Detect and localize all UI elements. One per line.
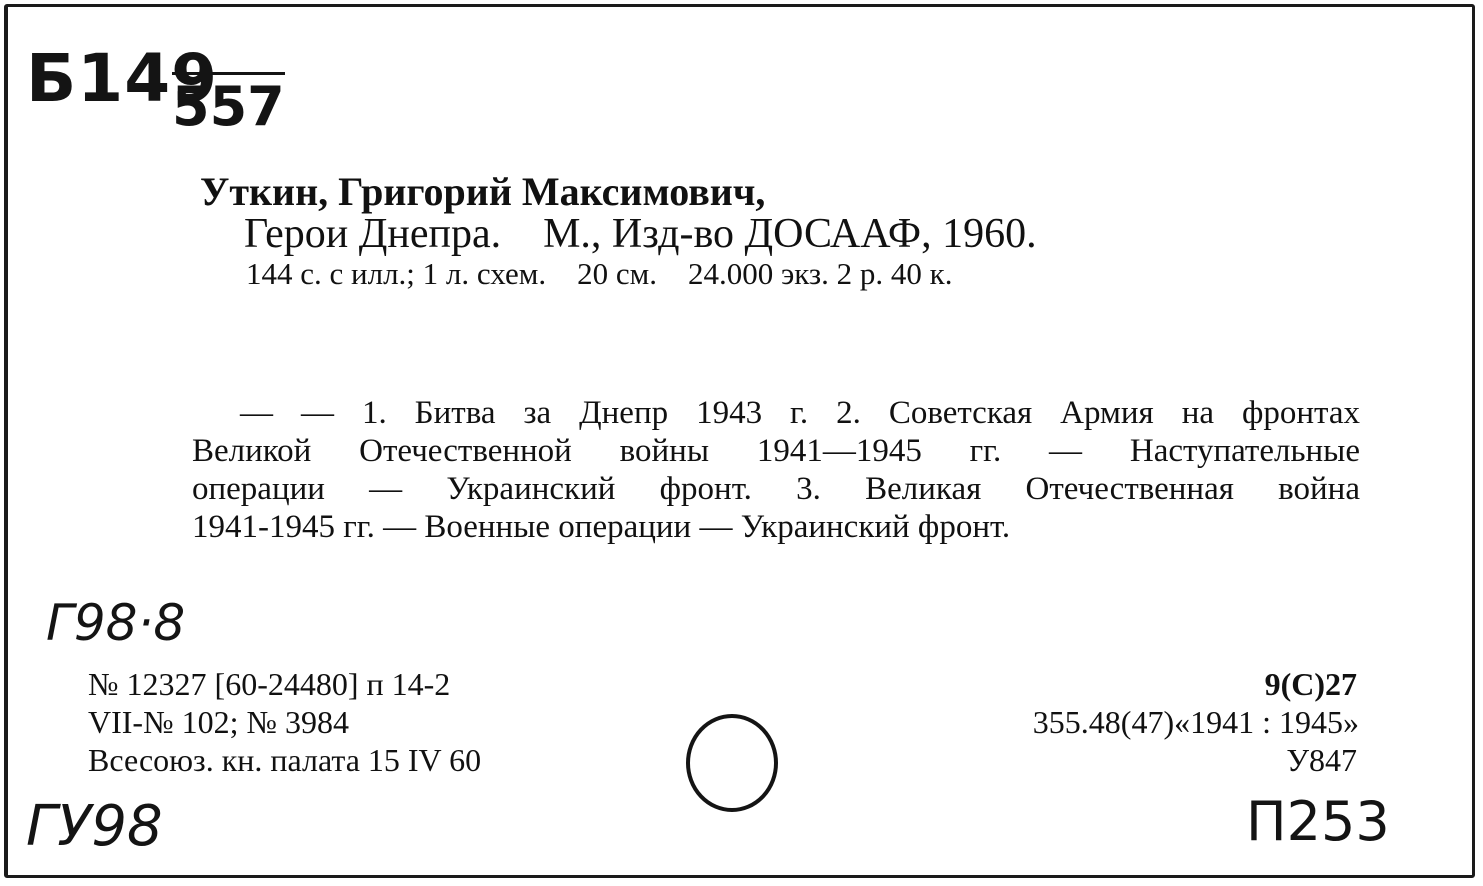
handwritten-call-number: Б149: [26, 40, 219, 117]
handwritten-call-number-fraction: 557: [172, 72, 285, 136]
subject-line-3: операции — Украинский фронт. 3. Великая Отечественная война: [192, 471, 1360, 507]
footer-left-line-3: Всесоюз. кн. палата 15 IV 60: [88, 742, 482, 778]
author-heading: Уткин, Григорий Максимович,: [200, 169, 766, 214]
footer-left-line-1: № 12327 [60-24480] п 14-2: [88, 666, 451, 702]
punch-hole-circle: [684, 710, 784, 814]
subject-line-2: Великой Отечественной войны 1941—1945 гг. — Наступательные: [192, 433, 1360, 469]
title-line: Герои Днепра. М., Изд-во ДОСААФ, 1960.: [244, 211, 1037, 257]
physical-description: 144 с. с илл.; 1 л. схем. 20 см. 24.000 экз. 2 р. 40 к.: [246, 256, 953, 291]
handwritten-bottom-shelf-mark: ГУ98: [26, 794, 163, 859]
handwritten-shelf-mark: Г98·8: [46, 594, 186, 652]
footer-right-line-3: У847: [1286, 742, 1357, 778]
subject-line-1: — — 1. Битва за Днепр 1943 г. 2. Советская Армия на фронтах: [240, 395, 1360, 431]
footer-left-line-2: VII-№ 102; № 3984: [88, 704, 350, 740]
handwritten-author-mark: П253: [1246, 790, 1390, 853]
footer-right-line-1: 9(С)27: [1264, 666, 1357, 702]
subject-line-4: 1941-1945 гг. — Военные операции — Украинский фронт.: [192, 509, 1011, 545]
footer-right-line-2: 355.48(47)«1941 : 1945»: [1032, 704, 1359, 740]
